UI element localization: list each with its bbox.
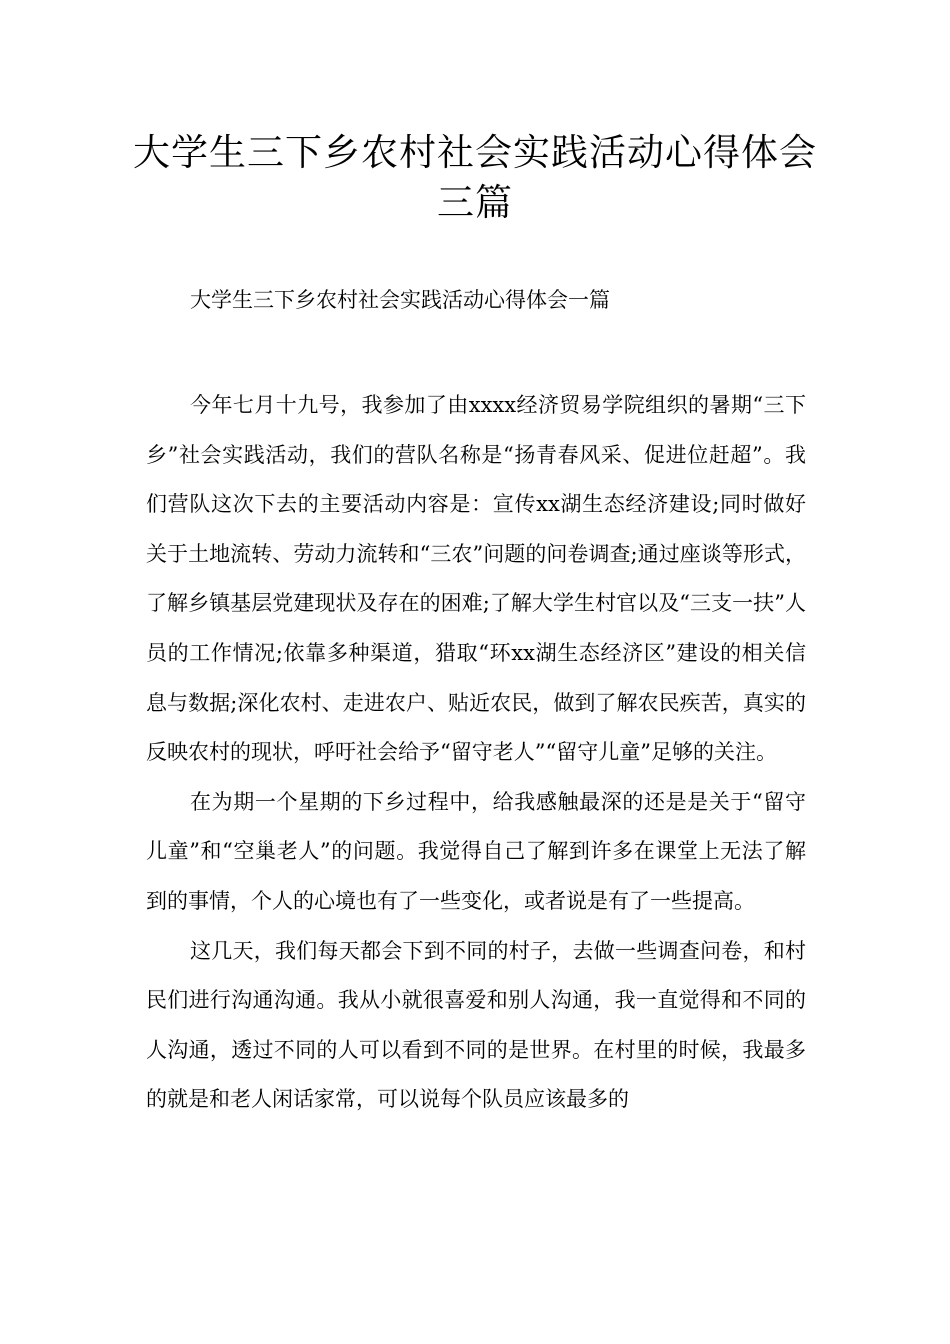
document-body (146, 381, 806, 1125)
document-title: 大学生三下乡农村社会实践活动心得体会三篇 (133, 131, 817, 224)
paragraph-1: 今年七月十九号，我参加了由xxxx经济贸易学院组织的暑期“三下乡”社会实践活动，我们的营队名称是“扬青春风采、促进位赶超”。我们营队这次下去的主要活动内容是：宣传xx湖生态经济建设;同时做好关于土地流转、劳动力流转和“三农”问题的问卷调查;通过座谈等形式，了解乡镇基层党建现状及存在的困难;了解大学生村官以及“三支一扶”人员的工作情况;依靠多种渠道，猎取“环xx湖生态经济区”建设的相关信息与数据;深化农村、走进农户、贴近农民，做到了解农民疾苦，真实的反映农村的现状，呼吁社会给予“留守老人”“留守儿童”足够的关注。 (146, 393, 806, 765)
paragraph-3: 这几天，我们每天都会下到不同的村子，去做一些调查问卷，和村民们进行沟通沟通。我从小就很喜爱和别人沟通，我一直觉得和不同的人沟通，透过不同的人可以看到不同的是世界。在村里的时候，我最多的就是和老人闲话家常，可以说每个队员应该最多的 (146, 938, 806, 1112)
paragraph-2: 在为期一个星期的下乡过程中，给我感触最深的还是是关于“留守儿童”和“空巢老人”的问题。我觉得自己了解到许多在课堂上无法了解到的事情，个人的心境也有了一些变化，或者说是有了一些提高。 (146, 789, 806, 913)
section-heading: 大学生三下乡农村社会实践活动心得体会一篇 (190, 288, 610, 312)
